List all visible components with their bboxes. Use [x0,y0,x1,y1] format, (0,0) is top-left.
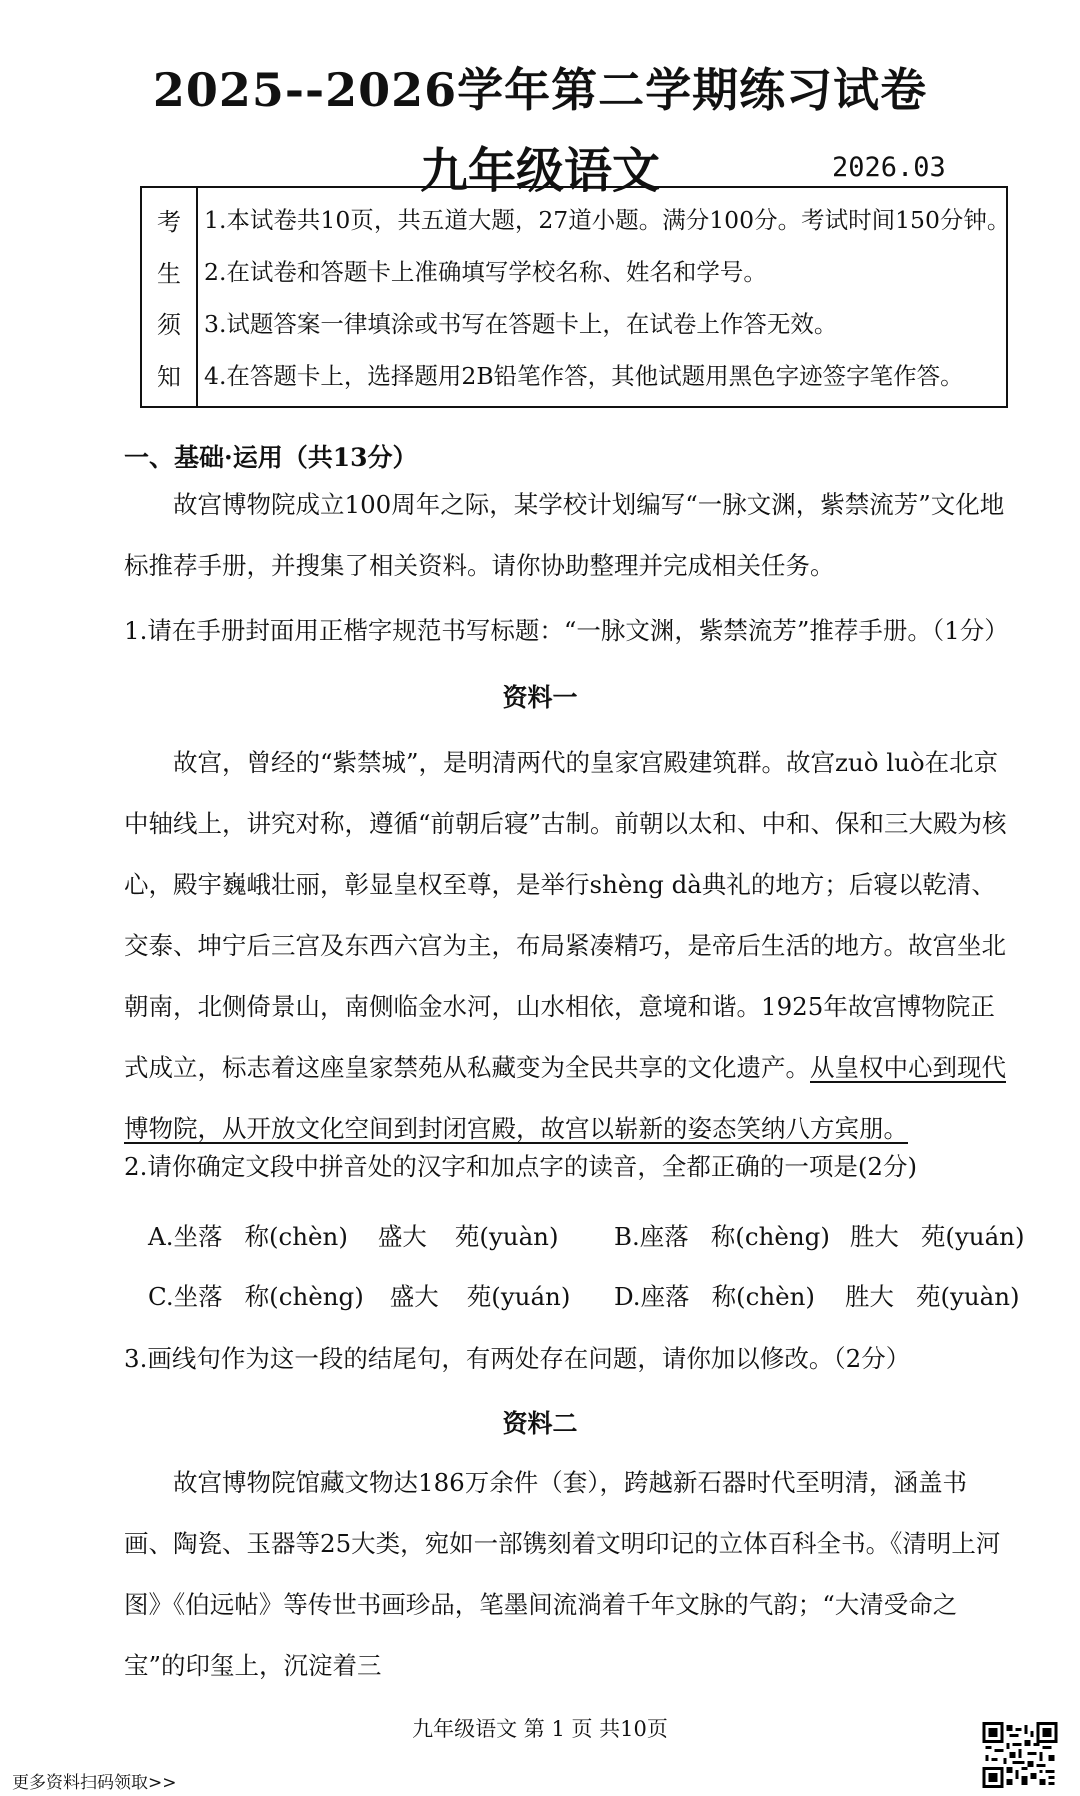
option-word: 坐落 [173,1222,223,1251]
option-word: 胜大 [844,1282,894,1311]
underlined-sentence: 从皇权中心到现代博物院，从开放文化空间到封闭宫殿，故宫以崭新的姿态笑纳八方宾朋。 [124,1053,1006,1143]
option-c [148,1278,570,1313]
notice-label-char: 生 [157,259,181,288]
page-footer: 九年级语文 第 1 页 共10页 [412,1717,668,1741]
option-reading: 苑(yuàn) [915,1282,1020,1311]
more-resources-link[interactable]: 更多资料扫码领取>> [12,1773,177,1793]
option-word: 座落 [639,1222,689,1251]
notice-label-char: 知 [157,362,181,391]
option-letter: A. [148,1222,174,1251]
subject-title: 九年级语文 [419,143,660,199]
notice-label-char: 考 [157,208,181,237]
notice-item: 1.本试卷共10页，共五道大题，27道小题。满分100分。考试时间150分钟。 [204,206,1011,234]
material-1-body: 故宫，曾经的“紫禁城”，是明清两代的皇家宫殿建筑群。故宫zuò luò在北京中轴线上，讲究对称，遵循“前朝后寝”古制。前朝以太和、中和、保和三大殿为核心，殿宇巍峨壮丽，彰显皇权至尊，是举行shèng dà典礼的地方；后寝以乾清、交泰、坤宁后三宫及东西六宫为主，布局紧凑精巧，是帝后生活的地方。故宫坐北朝南，北侧倚景山，南侧临金水河，山水相依，意境和谐。1925年故宫博物院正式成立，标志着这座皇家禁苑从私藏变为全民共享的文化遗产。 [124,748,1007,1082]
material-2-body: 故宫博物院馆藏文物达186万余件（套），跨越新石器时代至明清，涵盖书画、陶瓷、玉器等25大类，宛如一部镌刻着文明印记的立体百科全书。《清明上河图》《伯远帖》等传世书画珍品，笔墨间流淌着千年文脉的气韵；“大清受命之宝”的印玺上，沉淀着三 [124,1468,1001,1680]
option-reading: 称(chèng) [244,1282,364,1311]
option-word: 盛大 [389,1282,439,1311]
option-reading: 称(chèng) [710,1222,830,1251]
option-word: 胜大 [849,1222,899,1251]
option-letter: C. [148,1282,174,1311]
option-word: 座落 [640,1282,690,1311]
notice-item: 2.在试卷和答题卡上准确填写学校名称、姓名和学号。 [204,258,767,286]
option-reading: 苑(yuàn) [454,1222,559,1251]
material-2-title: 资料二 [502,1409,578,1438]
question-3: 3.画线句作为这一段的结尾句，有两处存在问题，请你加以修改。（2分） [124,1344,911,1373]
intro-text: 故宫博物院成立100周年之际，某学校计划编写“一脉文渊，紫禁流芳”文化地标推荐手册，并搜集了相关资料。请你协助整理并完成相关任务。 [124,490,1005,580]
notice-label [142,188,198,406]
material-1-title: 资料一 [502,683,578,712]
notice-item: 4.在答题卡上，选择题用2B铅笔作答，其他试题用黑色字迹签字笔作答。 [204,362,964,390]
material-2-text [124,1452,1012,1696]
option-d [614,1278,1020,1313]
option-letter: D. [614,1282,641,1311]
option-reading: 苑(yuán) [920,1222,1025,1251]
option-reading: 称(chèn) [244,1222,348,1251]
option-word: 盛大 [377,1222,427,1251]
question-1: 1.请在手册封面用正楷字规范书写标题：“一脉文渊，紫禁流芳”推荐手册。（1分） [124,616,1009,645]
exam-notice-box [140,186,1011,408]
option-word: 坐落 [173,1282,223,1311]
exam-title: 2025--2026学年第二学期练习试卷 [152,63,928,117]
option-letter: B. [614,1222,640,1251]
notice-item: 3.试题答案一律填涂或书写在答题卡上，在试卷上作答无效。 [204,310,838,338]
option-reading: 苑(yuán) [466,1282,571,1311]
notice-items [204,194,1011,402]
question-2: 2.请你确定文段中拼音处的汉字和加点字的读音，全都正确的一项是(2分) [124,1152,918,1181]
notice-label-char: 须 [157,311,181,340]
material-1-text [124,732,1012,1159]
qr-code-icon[interactable] [982,1722,1058,1788]
option-b [614,1218,1025,1253]
option-reading: 称(chèn) [711,1282,815,1311]
exam-date: 2026.03 [832,152,946,183]
section-heading: 一、基础·运用（共13分） [124,443,418,472]
option-a [148,1218,559,1253]
section-intro [124,474,1012,596]
